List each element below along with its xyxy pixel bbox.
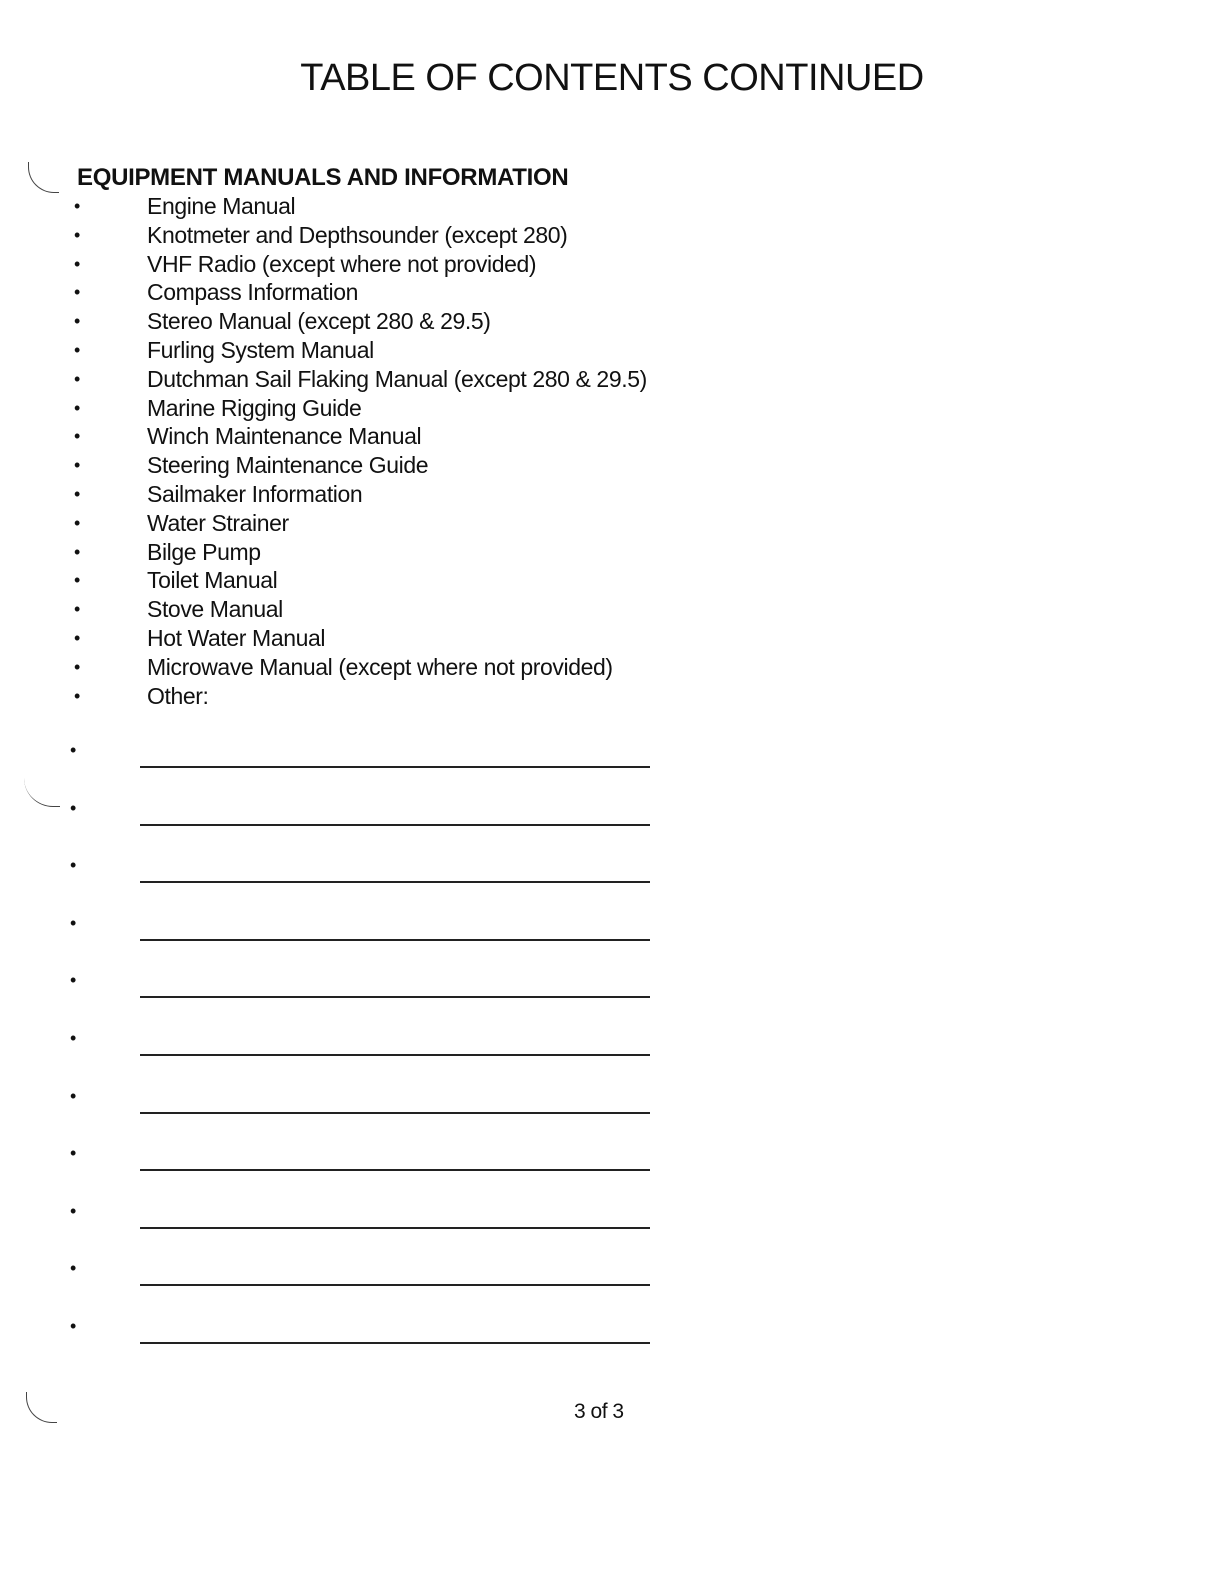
- blank-entry-row: [0, 1199, 900, 1257]
- bullet-icon: •: [74, 685, 80, 706]
- bullet-icon: •: [70, 1085, 77, 1106]
- list-item: [0, 221, 900, 250]
- bullet-icon: •: [70, 1315, 77, 1336]
- blank-entry-line: [140, 1054, 650, 1056]
- list-item: [0, 653, 900, 682]
- bullet-icon: •: [70, 797, 77, 818]
- blank-entry-line: [140, 881, 650, 883]
- blank-entry-row: [0, 1026, 900, 1084]
- blank-entry-line: [140, 766, 650, 768]
- bullet-icon: •: [70, 970, 77, 991]
- blank-entry-row: [0, 853, 900, 911]
- list-item: [0, 365, 900, 394]
- bullet-icon: •: [70, 1200, 77, 1221]
- bullet-icon: •: [74, 570, 80, 591]
- list-item: [0, 451, 900, 480]
- blank-entry-row: [0, 1141, 900, 1199]
- blank-entry-row: [0, 1084, 900, 1142]
- blank-entry-line: [140, 1284, 650, 1286]
- page-title: TABLE OF CONTENTS CONTINUED: [300, 57, 924, 99]
- blank-entry-line: [140, 1112, 650, 1114]
- hole-punch-mark: [26, 1392, 57, 1423]
- list-item: [0, 566, 900, 595]
- bullet-icon: •: [70, 1258, 77, 1279]
- bullet-icon: •: [74, 397, 80, 418]
- bullet-icon: •: [74, 512, 80, 533]
- list-item: [0, 682, 900, 711]
- list-item-text: Stove Manual: [147, 596, 283, 623]
- list-item-text: Toilet Manual: [147, 567, 278, 594]
- list-item-text: Bilge Pump: [147, 538, 261, 565]
- list-item-text: Marine Rigging Guide: [147, 394, 362, 421]
- blank-entry-row: [0, 968, 900, 1026]
- list-item: [0, 250, 900, 279]
- blank-entry-list: [0, 738, 900, 1372]
- list-item: [0, 192, 900, 221]
- blank-entry-row: [0, 738, 900, 796]
- bullet-icon: •: [74, 224, 80, 245]
- list-item-text: Dutchman Sail Flaking Manual (except 280 & 29.5): [147, 365, 647, 392]
- bullet-icon: •: [70, 740, 77, 760]
- blank-entry-row: [0, 1314, 900, 1372]
- list-item-text: Hot Water Manual: [147, 624, 326, 651]
- blank-entry-line: [140, 1227, 650, 1229]
- list-item-text: Steering Maintenance Guide: [147, 452, 429, 479]
- list-item-text: VHF Radio (except where not provided): [147, 250, 537, 277]
- bullet-icon: •: [74, 541, 80, 562]
- bullet-icon: •: [74, 339, 80, 360]
- bullet-icon: •: [70, 855, 77, 876]
- bullet-icon: •: [70, 1143, 77, 1164]
- blank-entry-line: [140, 996, 650, 998]
- toc-list: [0, 192, 900, 710]
- blank-entry-line: [140, 939, 650, 941]
- bullet-icon: •: [70, 1027, 77, 1048]
- bullet-icon: •: [74, 599, 80, 620]
- bullet-icon: •: [74, 282, 80, 303]
- blank-entry-row: [0, 796, 900, 854]
- list-item: [0, 509, 900, 538]
- bullet-icon: •: [74, 368, 80, 389]
- list-item-text: Knotmeter and Depthsounder (except 280): [147, 221, 568, 248]
- list-item: [0, 278, 900, 307]
- bullet-icon: •: [74, 311, 80, 332]
- list-item: [0, 624, 900, 653]
- bullet-icon: •: [74, 253, 80, 274]
- list-item-text: Compass Information: [147, 279, 358, 306]
- section-heading: EQUIPMENT MANUALS AND INFORMATION: [77, 164, 569, 191]
- list-item: [0, 307, 900, 336]
- list-item-text: Sailmaker Information: [147, 480, 363, 507]
- bullet-icon: •: [74, 455, 80, 476]
- list-item-text: Engine Manual: [147, 193, 296, 219]
- list-item-text: Furling System Manual: [147, 336, 374, 363]
- bullet-icon: •: [74, 656, 80, 677]
- bullet-icon: •: [70, 912, 77, 933]
- list-item: [0, 394, 900, 423]
- list-item: [0, 595, 900, 624]
- blank-entry-line: [140, 1342, 650, 1344]
- bullet-icon: •: [74, 196, 80, 216]
- list-item-text: Other:: [147, 682, 209, 709]
- list-item-text: Winch Maintenance Manual: [147, 423, 422, 450]
- list-item-text: Microwave Manual (except where not provided): [147, 653, 613, 680]
- list-item-text: Stereo Manual (except 280 & 29.5): [147, 308, 491, 335]
- blank-entry-line: [140, 1169, 650, 1171]
- bullet-icon: •: [74, 627, 80, 648]
- bullet-icon: •: [74, 483, 80, 504]
- hole-punch-mark: [28, 162, 59, 193]
- list-item: [0, 480, 900, 509]
- list-item: [0, 422, 900, 451]
- list-item: [0, 538, 900, 567]
- list-item: [0, 336, 900, 365]
- bullet-icon: •: [74, 426, 80, 447]
- blank-entry-row: [0, 1256, 900, 1314]
- blank-entry-row: [0, 911, 900, 969]
- page-number: 3 of 3: [574, 1400, 624, 1423]
- list-item-text: Water Strainer: [147, 509, 289, 536]
- blank-entry-line: [140, 824, 650, 826]
